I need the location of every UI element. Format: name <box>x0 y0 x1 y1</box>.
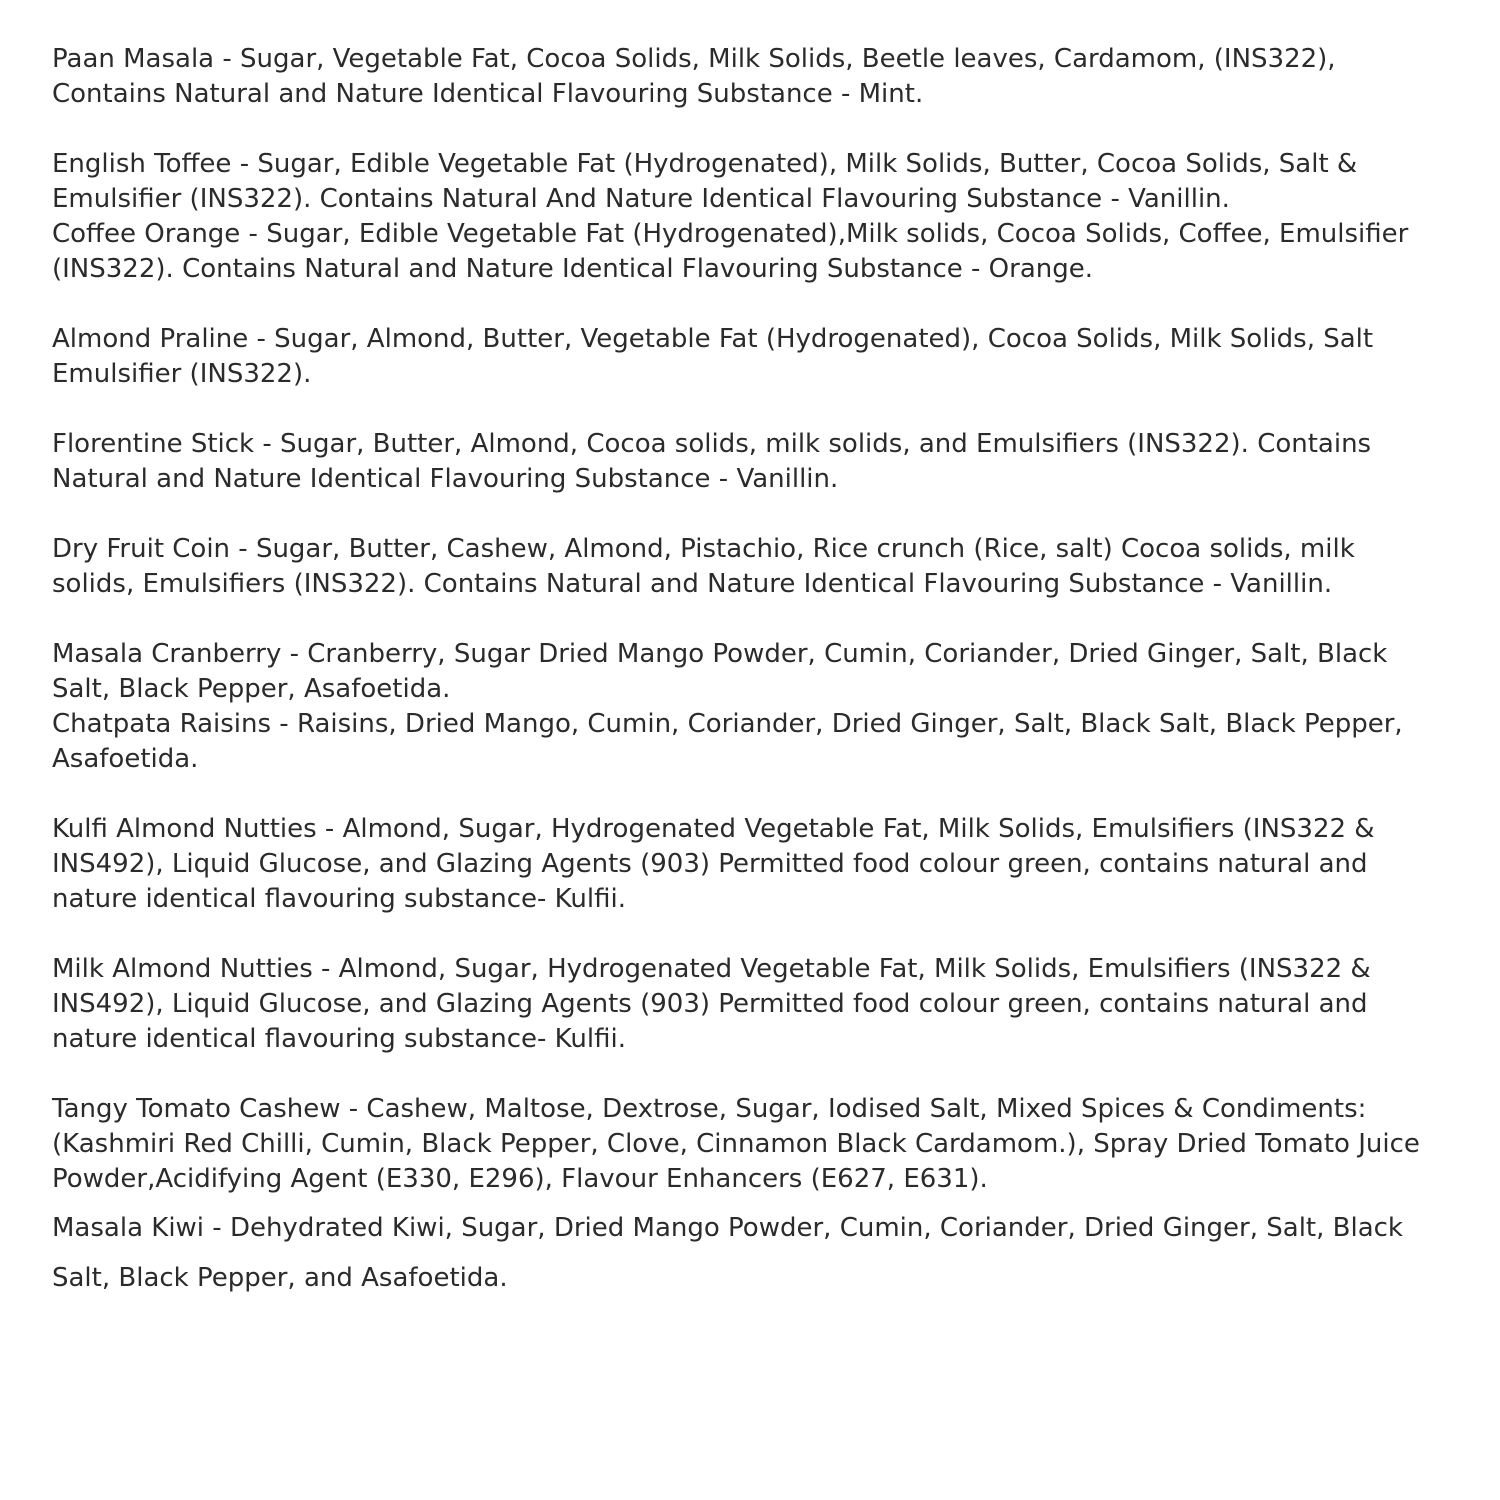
ingredient-entry-dry-fruit-coin: Dry Fruit Coin - Sugar, Butter, Cashew, Almond, Pistachio, Rice crunch (Rice, salt) Cocoa solids, milk solids, Emulsifiers (INS322). Contains Natural and Nature Identical Flavouring Substance - Vanillin. <box>52 534 1355 599</box>
ingredient-entry-tangy-tomato-cashew: Tangy Tomato Cashew - Cashew, Maltose, Dextrose, Sugar, Iodised Salt, Mixed Spices & Condiments: (Kashmiri Red Chilli, Cumin, Black Pepper, Clove, Cinnamon Black Cardamom.), Spray Dried Tomato Juice Powder,Acidifying Agent (E330, E296), Flavour Enhancers (E627, E631). <box>52 1094 1420 1194</box>
paragraph-gap <box>52 497 1442 532</box>
paragraph-gap <box>52 917 1442 952</box>
ingredient-entry-masala-cranberry: Masala Cranberry - Cranberry, Sugar Dried Mango Powder, Cumin, Coriander, Dried Ginger, Salt, Black Salt, Black Pepper, Asafoetida. <box>52 639 1388 704</box>
ingredient-entry-milk-almond-nutties: Milk Almond Nutties - Almond, Sugar, Hydrogenated Vegetable Fat, Milk Solids, Emulsifiers (INS322 & INS492), Liquid Glucose, and Glazing Agents (903) Permitted food colour green, contains natural and nature identical flavouring substance- Kulfii. <box>52 954 1371 1054</box>
paragraph-gap <box>52 112 1442 147</box>
paragraph-gap <box>52 287 1442 322</box>
paragraph-gap <box>52 602 1442 637</box>
ingredient-entry-masala-kiwi: Masala Kiwi - Dehydrated Kiwi, Sugar, Dried Mango Powder, Cumin, Coriander, Dried Ginger, Salt, Black Salt, Black Pepper, and Asafoetida. <box>52 1213 1403 1293</box>
ingredient-entry-coffee-orange: Coffee Orange - Sugar, Edible Vegetable Fat (Hydrogenated),Milk solids, Cocoa Solids, Coffee, Emulsifier (INS322). Contains Natural and Nature Identical Flavouring Substance - Orange. <box>52 219 1409 284</box>
paragraph-gap <box>52 392 1442 427</box>
ingredient-entry-florentine-stick: Florentine Stick - Sugar, Butter, Almond, Cocoa solids, milk solids, and Emulsifiers (INS322). Contains Natural and Nature Identical Flavouring Substance - Vanillin. <box>52 429 1372 494</box>
ingredients-document <box>52 42 1442 1303</box>
paragraph-gap <box>52 777 1442 812</box>
ingredient-entry-english-toffee: English Toffee - Sugar, Edible Vegetable Fat (Hydrogenated), Milk Solids, Butter, Cocoa Solids, Salt & Emulsifier (INS322). Contains Natural And Nature Identical Flavouring Substance - Vanillin. <box>52 149 1358 214</box>
ingredient-entry-kulfi-almond-nutties: Kulfi Almond Nutties - Almond, Sugar, Hydrogenated Vegetable Fat, Milk Solids, Emulsifiers (INS322 & INS492), Liquid Glucose, and Glazing Agents (903) Permitted food colour green, contains natural and nature identical flavouring substance- Kulfii. <box>52 814 1375 914</box>
paragraph-gap <box>52 1057 1442 1092</box>
ingredient-entry-chatpata-raisins: Chatpata Raisins - Raisins, Dried Mango, Cumin, Coriander, Dried Ginger, Salt, Black Salt, Black Pepper, Asafoetida. <box>52 709 1403 774</box>
ingredient-entry-paan-masala: Paan Masala - Sugar, Vegetable Fat, Cocoa Solids, Milk Solids, Beetle leaves, Cardamom, (INS322), Contains Natural and Nature Identical Flavouring Substance - Mint. <box>52 44 1336 109</box>
ingredient-entry-almond-praline: Almond Praline - Sugar, Almond, Butter, Vegetable Fat (Hydrogenated), Cocoa Solids, Milk Solids, Salt Emulsifier (INS322). <box>52 324 1374 389</box>
